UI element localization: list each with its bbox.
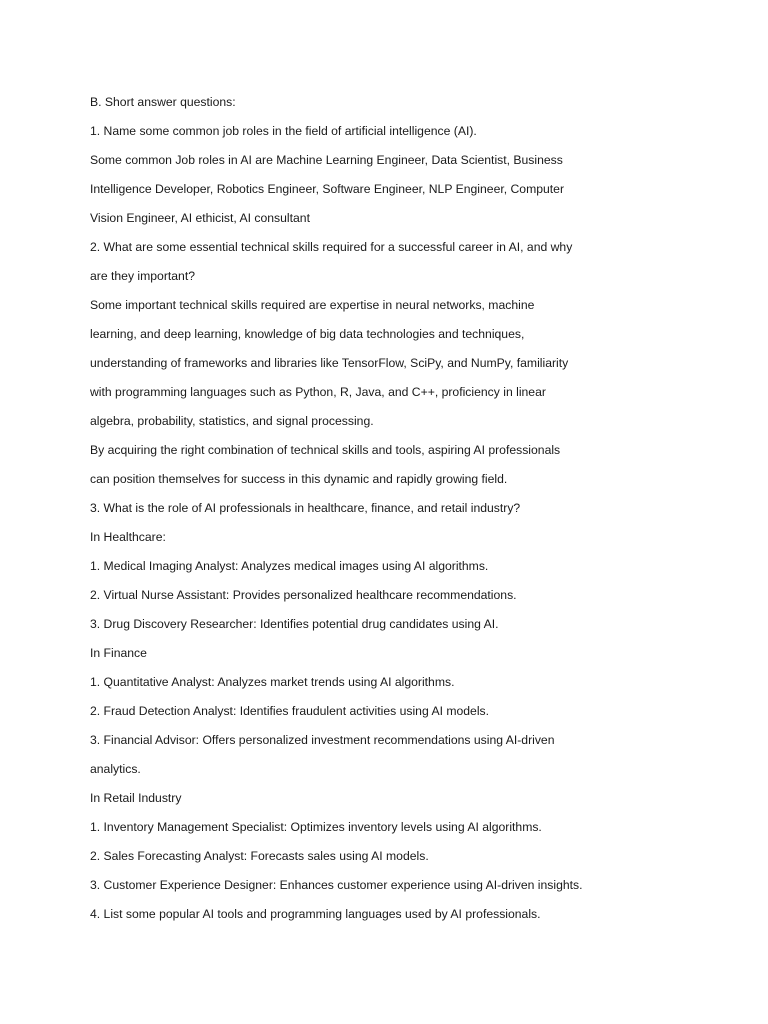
retail-item-1: 1. Inventory Management Specialist: Optimizes inventory levels using AI algorithms.	[90, 820, 542, 834]
finance-item-3-line-2: analytics.	[90, 762, 141, 776]
answer-2-line-5: algebra, probability, statistics, and signal processing.	[90, 414, 374, 428]
healthcare-item-1: 1. Medical Imaging Analyst: Analyzes medical images using AI algorithms.	[90, 559, 489, 573]
retail-heading: In Retail Industry	[90, 791, 182, 805]
answer-2-conclusion-line-1: By acquiring the right combination of technical skills and tools, aspiring AI professionals	[90, 443, 561, 457]
answer-2-line-1: Some important technical skills required are expertise in neural networks, machine	[90, 298, 535, 312]
answer-2-line-2: learning, and deep learning, knowledge of big data technologies and techniques,	[90, 327, 525, 341]
answer-2-line-3: understanding of frameworks and libraries like TensorFlow, SciPy, and NumPy, familiarity	[90, 356, 569, 370]
retail-item-2: 2. Sales Forecasting Analyst: Forecasts sales using AI models.	[90, 849, 429, 863]
answer-2-conclusion-line-2: can position themselves for success in this dynamic and rapidly growing field.	[90, 472, 508, 486]
healthcare-heading: In Healthcare:	[90, 530, 166, 544]
finance-item-1: 1. Quantitative Analyst: Analyzes market trends using AI algorithms.	[90, 675, 455, 689]
healthcare-item-2: 2. Virtual Nurse Assistant: Provides personalized healthcare recommendations.	[90, 588, 517, 602]
question-2-line-2: are they important?	[90, 269, 196, 283]
answer-1-line-2: Intelligence Developer, Robotics Engineer, Software Engineer, NLP Engineer, Computer	[90, 182, 565, 196]
question-1: 1. Name some common job roles in the field of artificial intelligence (AI).	[90, 124, 477, 138]
healthcare-item-3: 3. Drug Discovery Researcher: Identifies potential drug candidates using AI.	[90, 617, 499, 631]
answer-1-line-3: Vision Engineer, AI ethicist, AI consultant	[90, 211, 310, 225]
retail-item-3: 3. Customer Experience Designer: Enhances customer experience using AI-driven insights.	[90, 878, 583, 892]
answer-2-line-4: with programming languages such as Python, R, Java, and C++, proficiency in linear	[90, 385, 546, 399]
finance-heading: In Finance	[90, 646, 147, 660]
question-4: 4. List some popular AI tools and programming languages used by AI professionals.	[90, 907, 541, 921]
answer-1-line-1: Some common Job roles in AI are Machine Learning Engineer, Data Scientist, Business	[90, 153, 563, 167]
question-2-line-1: 2. What are some essential technical skills required for a successful career in AI, and why	[90, 240, 573, 254]
question-3: 3. What is the role of AI professionals in healthcare, finance, and retail industry?	[90, 501, 521, 515]
finance-item-2: 2. Fraud Detection Analyst: Identifies fraudulent activities using AI models.	[90, 704, 490, 718]
finance-item-3-line-1: 3. Financial Advisor: Offers personalized investment recommendations using AI-driven	[90, 733, 555, 747]
document-body	[90, 88, 690, 929]
section-heading: B. Short answer questions:	[90, 95, 236, 109]
